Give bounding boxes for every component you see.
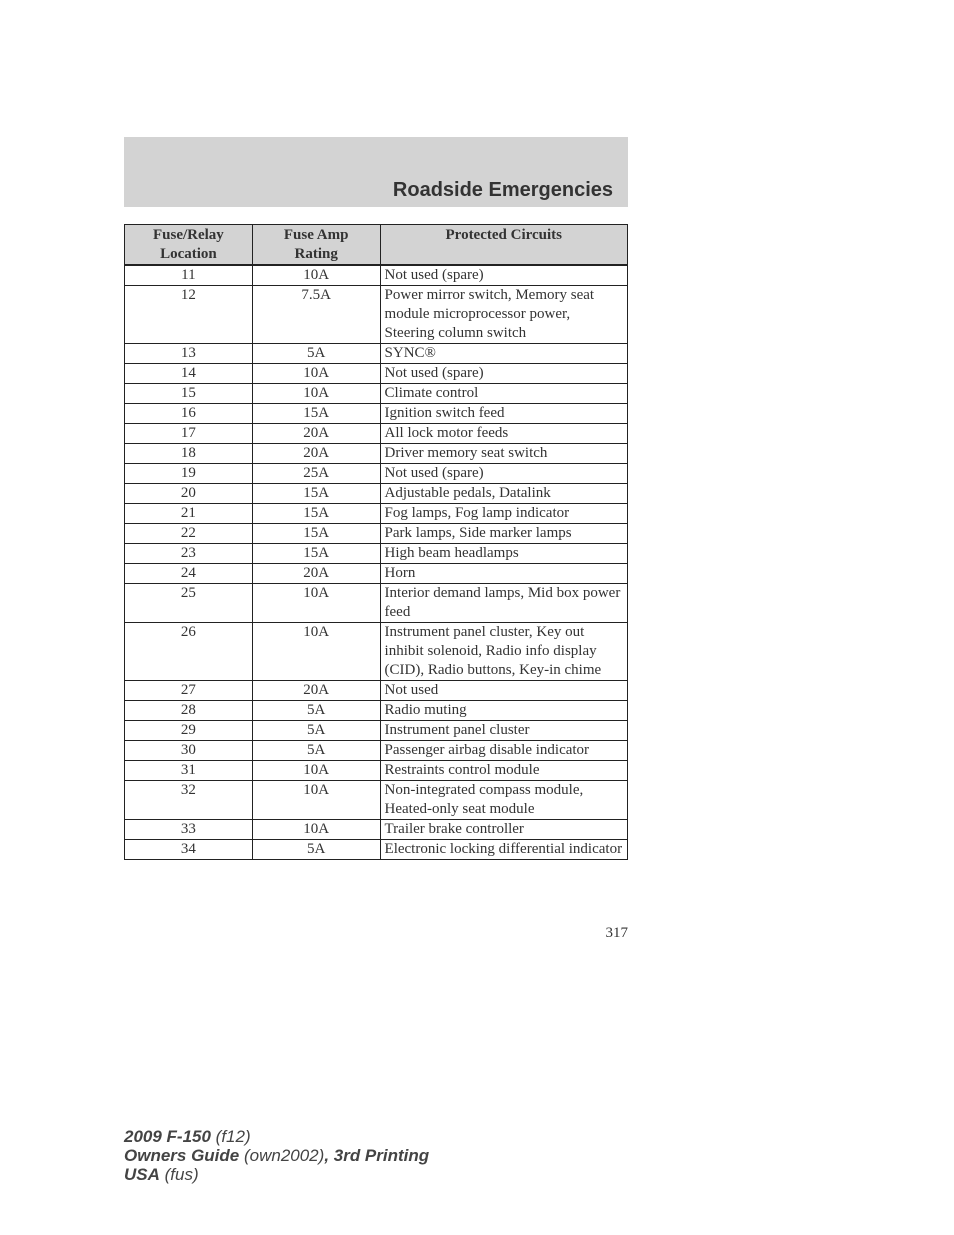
cell-protected-circuits: Horn <box>380 564 627 584</box>
column-header-location: Fuse/Relay Location <box>125 225 253 266</box>
cell-protected-circuits: Adjustable pedals, Datalink <box>380 484 627 504</box>
cell-amp-rating: 15A <box>252 504 380 524</box>
footer-model-code: (f12) <box>210 1127 251 1146</box>
cell-fuse-location: 14 <box>125 364 253 384</box>
table-row <box>125 286 628 344</box>
cell-protected-circuits: Instrument panel cluster <box>380 721 627 741</box>
cell-amp-rating: 5A <box>252 344 380 364</box>
table-row <box>125 681 628 701</box>
cell-amp-rating: 20A <box>252 564 380 584</box>
cell-protected-circuits: Ignition switch feed <box>380 404 627 424</box>
table-row <box>125 701 628 721</box>
cell-fuse-location: 20 <box>125 484 253 504</box>
cell-protected-circuits: Radio muting <box>380 701 627 721</box>
table-row <box>125 721 628 741</box>
cell-amp-rating: 15A <box>252 484 380 504</box>
cell-protected-circuits: Trailer brake controller <box>380 820 627 840</box>
table-row <box>125 364 628 384</box>
footer-publication-info <box>124 1127 429 1184</box>
cell-fuse-location: 31 <box>125 761 253 781</box>
cell-protected-circuits: Driver memory seat switch <box>380 444 627 464</box>
table-row <box>125 524 628 544</box>
cell-amp-rating: 10A <box>252 761 380 781</box>
cell-amp-rating: 20A <box>252 424 380 444</box>
cell-amp-rating: 20A <box>252 681 380 701</box>
cell-protected-circuits: High beam headlamps <box>380 544 627 564</box>
cell-fuse-location: 33 <box>125 820 253 840</box>
cell-protected-circuits: Passenger airbag disable indicator <box>380 741 627 761</box>
cell-fuse-location: 18 <box>125 444 253 464</box>
cell-amp-rating: 15A <box>252 404 380 424</box>
cell-fuse-location: 22 <box>125 524 253 544</box>
cell-fuse-location: 34 <box>125 840 253 860</box>
cell-protected-circuits: Interior demand lamps, Mid box power feed <box>380 584 627 623</box>
cell-protected-circuits: Not used <box>380 681 627 701</box>
cell-protected-circuits: Electronic locking differential indicator <box>380 840 627 860</box>
fuse-table <box>124 224 628 860</box>
cell-amp-rating: 7.5A <box>252 286 380 344</box>
cell-fuse-location: 16 <box>125 404 253 424</box>
cell-protected-circuits: Non-integrated compass module, Heated-only seat module <box>380 781 627 820</box>
cell-fuse-location: 12 <box>125 286 253 344</box>
cell-fuse-location: 13 <box>125 344 253 364</box>
cell-fuse-location: 28 <box>125 701 253 721</box>
cell-amp-rating: 15A <box>252 544 380 564</box>
cell-fuse-location: 17 <box>125 424 253 444</box>
cell-amp-rating: 10A <box>252 384 380 404</box>
column-header-circuits: Protected Circuits <box>380 225 627 266</box>
table-row <box>125 444 628 464</box>
table-header-row <box>125 225 628 266</box>
table-row <box>125 741 628 761</box>
table-row <box>125 464 628 484</box>
cell-fuse-location: 32 <box>125 781 253 820</box>
cell-fuse-location: 26 <box>125 623 253 681</box>
table-row <box>125 761 628 781</box>
table-row <box>125 424 628 444</box>
cell-fuse-location: 25 <box>125 584 253 623</box>
cell-amp-rating: 5A <box>252 741 380 761</box>
cell-protected-circuits: Park lamps, Side marker lamps <box>380 524 627 544</box>
cell-amp-rating: 10A <box>252 781 380 820</box>
cell-amp-rating: 10A <box>252 623 380 681</box>
cell-fuse-location: 23 <box>125 544 253 564</box>
cell-fuse-location: 29 <box>125 721 253 741</box>
table-row <box>125 840 628 860</box>
cell-protected-circuits: Not used (spare) <box>380 265 627 286</box>
cell-fuse-location: 24 <box>125 564 253 584</box>
cell-protected-circuits: Instrument panel cluster, Key out inhibit solenoid, Radio info display (CID), Radio buttons, Key-in chime <box>380 623 627 681</box>
cell-protected-circuits: All lock motor feeds <box>380 424 627 444</box>
table-row <box>125 484 628 504</box>
cell-protected-circuits: Fog lamps, Fog lamp indicator <box>380 504 627 524</box>
cell-protected-circuits: Not used (spare) <box>380 464 627 484</box>
cell-amp-rating: 5A <box>252 701 380 721</box>
cell-fuse-location: 11 <box>125 265 253 286</box>
cell-fuse-location: 30 <box>125 741 253 761</box>
cell-fuse-location: 27 <box>125 681 253 701</box>
cell-amp-rating: 10A <box>252 584 380 623</box>
table-row <box>125 820 628 840</box>
footer-market: USA <box>124 1165 160 1184</box>
footer-model: 2009 F-150 <box>124 1127 211 1146</box>
cell-amp-rating: 5A <box>252 840 380 860</box>
cell-fuse-location: 15 <box>125 384 253 404</box>
cell-fuse-location: 21 <box>125 504 253 524</box>
footer-guide: Owners Guide <box>124 1146 240 1165</box>
table-row <box>125 781 628 820</box>
cell-amp-rating: 10A <box>252 364 380 384</box>
cell-protected-circuits: Climate control <box>380 384 627 404</box>
cell-protected-circuits: SYNC® <box>380 344 627 364</box>
cell-amp-rating: 25A <box>252 464 380 484</box>
table-row <box>125 564 628 584</box>
table-row <box>125 404 628 424</box>
footer-market-code: (fus) <box>159 1165 199 1184</box>
table-row <box>125 344 628 364</box>
table-row <box>125 544 628 564</box>
footer-line-3 <box>124 1165 429 1184</box>
page-number: 317 <box>605 925 628 941</box>
cell-protected-circuits: Restraints control module <box>380 761 627 781</box>
cell-protected-circuits: Power mirror switch, Memory seat module microprocessor power, Steering column switch <box>380 286 627 344</box>
cell-amp-rating: 10A <box>252 265 380 286</box>
table-row <box>125 384 628 404</box>
cell-amp-rating: 20A <box>252 444 380 464</box>
table-row <box>125 265 628 286</box>
section-title: Roadside Emergencies <box>392 179 613 201</box>
section-header-band <box>124 137 628 207</box>
cell-protected-circuits: Not used (spare) <box>380 364 627 384</box>
table-row <box>125 504 628 524</box>
footer-line-1 <box>124 1127 429 1146</box>
footer-guide-code: (own2002) <box>239 1146 325 1165</box>
cell-amp-rating: 15A <box>252 524 380 544</box>
footer-line-2 <box>124 1146 429 1165</box>
cell-fuse-location: 19 <box>125 464 253 484</box>
footer-printing: , 3rd Printing <box>324 1146 430 1165</box>
cell-amp-rating: 5A <box>252 721 380 741</box>
cell-amp-rating: 10A <box>252 820 380 840</box>
column-header-amp-rating: Fuse Amp Rating <box>252 225 380 266</box>
table-row <box>125 623 628 681</box>
table-row <box>125 584 628 623</box>
